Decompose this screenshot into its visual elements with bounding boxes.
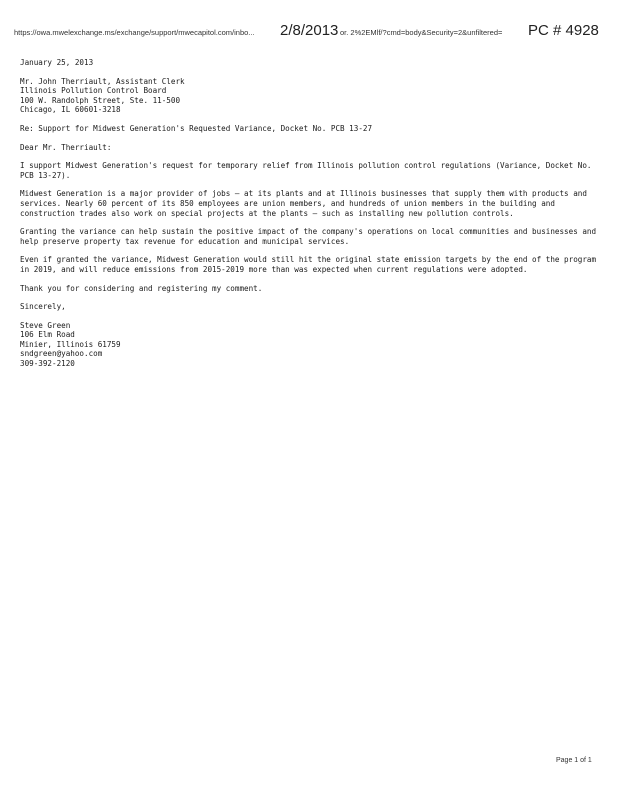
signature-block [20, 321, 605, 369]
signature-address: 106 Elm Road [20, 330, 75, 340]
subject-line: Re: Support for Midwest Generation's Requested Variance, Docket No. PCB 13-27 [20, 123, 373, 133]
header-date: 2/8/2013 [280, 22, 339, 39]
addressee-line: Illinois Pollution Control Board [20, 86, 167, 96]
addressee-line: Chicago, IL 60601-3218 [20, 105, 121, 115]
salutation: Dear Mr. Therriault: [20, 142, 112, 152]
signature-name: Steve Green [20, 320, 71, 330]
body-paragraph: Midwest Generation is a major provider of jobs — at its plants and at Illinois businesses that supply them with products and services. Nearly 60 percent of its 850 employees are union members, and hundreds of union members in the building and construction trades also work on special projects at the plants — such as installing new pollution controls. [20, 189, 587, 218]
signature-email: sndgreen@yahoo.com [20, 349, 103, 359]
signature-city: Minier, Illinois 61759 [20, 339, 121, 349]
body-paragraph: Thank you for considering and registering my comment. [20, 283, 263, 293]
addressee-line: Mr. John Therriault, Assistant Clerk [20, 76, 185, 86]
body-paragraph: Even if granted the variance, Midwest Generation would still hit the original state emission targets by the end of the program in 2019, and will reduce emissions from 2015-2019 more than was expected when current regulations were adopted. [20, 255, 597, 274]
page-number: Page 1 of 1 [556, 757, 592, 764]
addressee-line: 100 W. Randolph Street, Ste. 11-500 [20, 95, 181, 105]
addressee-block [20, 77, 605, 115]
header-url-right: or. 2%2EMlf/?cmd=body&Security=2&unfiltered= [340, 28, 503, 37]
fax-header [8, 22, 612, 42]
closing: Sincerely, [20, 302, 66, 312]
signature-phone: 309-392-2120 [20, 359, 75, 369]
body-paragraph: I support Midwest Generation's request for temporary relief from Illinois pollution control regulations (Variance, Docket No. PCB 13-27). [20, 161, 592, 180]
body-paragraph: Granting the variance can help sustain the positive impact of the company's operations on local communities and businesses and help preserve property tax revenue for education and municipal services. [20, 227, 597, 246]
letter-date: January 25, 2013 [20, 58, 94, 67]
public-comment-number: PC # 4928 [528, 22, 599, 39]
letter-body [20, 58, 605, 369]
header-url-left: https://owa.mwelexchange.ms/exchange/support/mwecapitol.com/inbo... [14, 28, 255, 37]
